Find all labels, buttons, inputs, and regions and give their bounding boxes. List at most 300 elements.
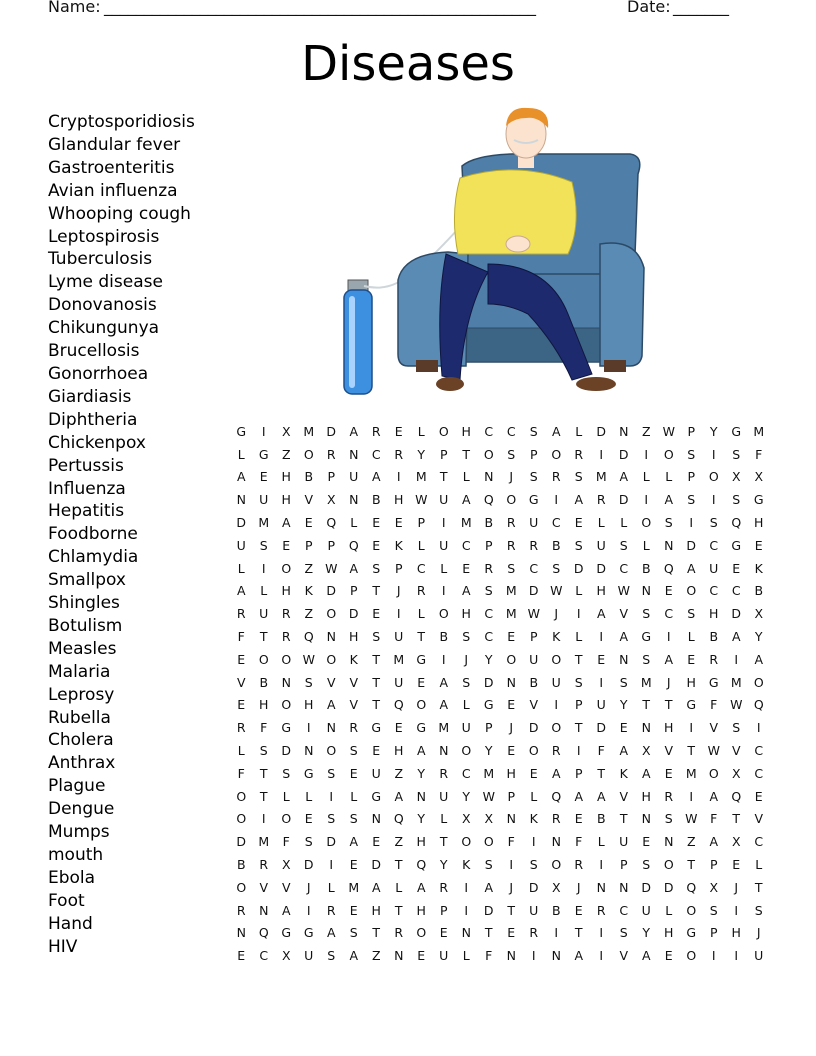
grid-letter[interactable]: U bbox=[394, 629, 404, 645]
grid-letter[interactable]: R bbox=[371, 423, 381, 439]
grid-letter[interactable]: T bbox=[372, 925, 381, 941]
grid-letter[interactable]: O bbox=[753, 674, 764, 690]
grid-letter[interactable]: M bbox=[505, 606, 517, 622]
grid-letter[interactable]: N bbox=[461, 925, 471, 941]
grid-letter[interactable]: D bbox=[483, 674, 494, 690]
grid-letter[interactable]: E bbox=[574, 902, 583, 918]
grid-letter[interactable]: A bbox=[619, 629, 629, 645]
grid-letter[interactable]: T bbox=[687, 857, 696, 873]
grid-letter[interactable]: U bbox=[461, 720, 471, 736]
grid-letter[interactable]: B bbox=[371, 492, 381, 508]
grid-letter[interactable]: T bbox=[372, 674, 381, 690]
grid-letter[interactable]: O bbox=[281, 697, 292, 713]
grid-letter[interactable]: N bbox=[236, 492, 246, 508]
grid-letter[interactable]: T bbox=[574, 720, 583, 736]
grid-letter[interactable]: E bbox=[642, 834, 651, 850]
grid-letter[interactable]: R bbox=[596, 492, 606, 508]
grid-letter[interactable]: Y bbox=[439, 857, 448, 873]
grid-letter[interactable]: N bbox=[236, 925, 246, 941]
grid-letter[interactable]: B bbox=[551, 537, 561, 553]
grid-letter[interactable]: N bbox=[259, 902, 269, 918]
grid-letter[interactable]: J bbox=[734, 879, 739, 895]
grid-letter[interactable]: M bbox=[640, 674, 652, 690]
grid-letter[interactable]: O bbox=[551, 720, 562, 736]
grid-letter[interactable]: P bbox=[574, 697, 583, 713]
grid-letter[interactable]: O bbox=[528, 743, 539, 759]
grid-letter[interactable]: O bbox=[303, 446, 314, 462]
grid-letter[interactable]: I bbox=[734, 948, 739, 964]
grid-letter[interactable]: S bbox=[529, 423, 538, 439]
grid-letter[interactable]: X bbox=[731, 469, 741, 485]
grid-letter[interactable]: A bbox=[236, 583, 246, 599]
grid-letter[interactable]: M bbox=[348, 879, 360, 895]
grid-letter[interactable]: N bbox=[664, 834, 674, 850]
grid-letter[interactable]: P bbox=[574, 765, 583, 781]
grid-letter[interactable]: V bbox=[619, 948, 629, 964]
grid-letter[interactable]: N bbox=[484, 469, 494, 485]
grid-letter[interactable]: E bbox=[304, 515, 313, 531]
grid-letter[interactable]: C bbox=[619, 902, 629, 918]
grid-letter[interactable]: U bbox=[259, 492, 269, 508]
grid-letter[interactable]: I bbox=[509, 857, 514, 873]
grid-letter[interactable]: W bbox=[302, 651, 315, 667]
grid-letter[interactable]: U bbox=[641, 902, 651, 918]
grid-letter[interactable]: J bbox=[576, 879, 581, 895]
grid-letter[interactable]: E bbox=[507, 743, 516, 759]
grid-letter[interactable]: Q bbox=[258, 925, 269, 941]
grid-letter[interactable]: R bbox=[259, 857, 269, 873]
grid-letter[interactable]: R bbox=[574, 857, 584, 873]
grid-letter[interactable]: N bbox=[349, 446, 359, 462]
grid-letter[interactable]: W bbox=[527, 606, 540, 622]
grid-letter[interactable]: B bbox=[754, 583, 764, 599]
grid-letter[interactable]: L bbox=[237, 560, 245, 576]
grid-letter[interactable]: R bbox=[236, 720, 246, 736]
grid-letter[interactable]: N bbox=[506, 811, 516, 827]
grid-letter[interactable]: A bbox=[326, 697, 336, 713]
grid-letter[interactable]: I bbox=[711, 446, 716, 462]
grid-letter[interactable]: Q bbox=[731, 515, 742, 531]
grid-letter[interactable]: J bbox=[464, 651, 469, 667]
grid-letter[interactable]: D bbox=[641, 879, 652, 895]
grid-letter[interactable]: E bbox=[507, 629, 516, 645]
grid-letter[interactable]: I bbox=[464, 902, 469, 918]
grid-letter[interactable]: I bbox=[441, 515, 446, 531]
grid-letter[interactable]: C bbox=[484, 629, 494, 645]
grid-letter[interactable]: L bbox=[665, 902, 673, 918]
grid-letter[interactable]: U bbox=[596, 537, 606, 553]
grid-letter[interactable]: P bbox=[304, 537, 313, 553]
grid-letter[interactable]: O bbox=[236, 879, 247, 895]
grid-letter[interactable]: N bbox=[619, 879, 629, 895]
grid-letter[interactable]: X bbox=[731, 834, 741, 850]
grid-letter[interactable]: E bbox=[372, 743, 381, 759]
grid-letter[interactable]: T bbox=[394, 857, 403, 873]
grid-letter[interactable]: L bbox=[350, 515, 358, 531]
grid-letter[interactable]: R bbox=[326, 446, 336, 462]
grid-letter[interactable]: S bbox=[304, 834, 313, 850]
grid-letter[interactable]: D bbox=[618, 446, 629, 462]
grid-letter[interactable]: R bbox=[439, 879, 449, 895]
grid-letter[interactable]: U bbox=[439, 537, 449, 553]
grid-letter[interactable]: E bbox=[462, 560, 471, 576]
grid-letter[interactable]: F bbox=[755, 446, 763, 462]
grid-letter[interactable]: K bbox=[552, 629, 561, 645]
grid-letter[interactable]: Q bbox=[663, 560, 674, 576]
grid-letter[interactable]: I bbox=[734, 651, 739, 667]
grid-letter[interactable]: I bbox=[261, 811, 266, 827]
grid-letter[interactable]: Z bbox=[394, 765, 404, 781]
grid-letter[interactable]: U bbox=[619, 834, 629, 850]
grid-letter[interactable]: P bbox=[529, 446, 538, 462]
grid-letter[interactable]: A bbox=[461, 583, 471, 599]
grid-letter[interactable]: Z bbox=[641, 423, 651, 439]
grid-letter[interactable]: O bbox=[686, 948, 697, 964]
grid-letter[interactable]: C bbox=[551, 515, 561, 531]
grid-letter[interactable]: B bbox=[551, 902, 561, 918]
grid-letter[interactable]: P bbox=[439, 446, 448, 462]
grid-letter[interactable]: O bbox=[551, 857, 562, 873]
grid-letter[interactable]: Z bbox=[394, 834, 404, 850]
grid-letter[interactable]: V bbox=[619, 788, 629, 804]
grid-letter[interactable]: T bbox=[462, 446, 471, 462]
grid-letter[interactable]: O bbox=[506, 492, 517, 508]
grid-letter[interactable]: I bbox=[756, 720, 761, 736]
grid-letter[interactable]: L bbox=[417, 606, 425, 622]
grid-letter[interactable]: H bbox=[394, 492, 404, 508]
grid-letter[interactable]: J bbox=[509, 469, 514, 485]
grid-letter[interactable]: R bbox=[326, 902, 336, 918]
grid-letter[interactable]: X bbox=[754, 469, 764, 485]
grid-letter[interactable]: P bbox=[619, 857, 628, 873]
grid-letter[interactable]: A bbox=[641, 765, 651, 781]
grid-letter[interactable]: H bbox=[709, 606, 719, 622]
grid-letter[interactable]: D bbox=[371, 857, 382, 873]
grid-letter[interactable]: E bbox=[732, 857, 741, 873]
grid-letter[interactable]: D bbox=[326, 423, 337, 439]
grid-letter[interactable]: L bbox=[350, 788, 358, 804]
grid-letter[interactable]: C bbox=[664, 606, 674, 622]
grid-letter[interactable]: R bbox=[574, 446, 584, 462]
grid-letter[interactable]: O bbox=[281, 651, 292, 667]
grid-letter[interactable]: E bbox=[664, 583, 673, 599]
grid-letter[interactable]: N bbox=[304, 743, 314, 759]
grid-letter[interactable]: L bbox=[462, 948, 470, 964]
grid-letter[interactable]: G bbox=[753, 492, 764, 508]
grid-letter[interactable]: D bbox=[326, 834, 337, 850]
grid-letter[interactable]: O bbox=[686, 902, 697, 918]
grid-letter[interactable]: N bbox=[551, 834, 561, 850]
grid-letter[interactable]: F bbox=[597, 743, 605, 759]
grid-letter[interactable]: S bbox=[327, 948, 336, 964]
grid-letter[interactable]: C bbox=[754, 743, 764, 759]
grid-letter[interactable]: E bbox=[394, 720, 403, 736]
grid-letter[interactable]: C bbox=[619, 560, 629, 576]
grid-letter[interactable]: O bbox=[708, 469, 719, 485]
grid-letter[interactable]: R bbox=[551, 469, 561, 485]
grid-letter[interactable]: E bbox=[507, 925, 516, 941]
grid-letter[interactable]: S bbox=[687, 606, 696, 622]
grid-letter[interactable]: D bbox=[686, 537, 697, 553]
grid-letter[interactable]: G bbox=[236, 423, 247, 439]
grid-letter[interactable]: M bbox=[438, 720, 450, 736]
grid-letter[interactable]: U bbox=[529, 515, 539, 531]
grid-letter[interactable]: H bbox=[394, 743, 404, 759]
grid-letter[interactable]: V bbox=[619, 606, 629, 622]
grid-letter[interactable]: G bbox=[371, 788, 382, 804]
grid-letter[interactable]: G bbox=[641, 629, 652, 645]
grid-letter[interactable]: A bbox=[439, 674, 449, 690]
grid-letter[interactable]: P bbox=[709, 857, 718, 873]
grid-letter[interactable]: I bbox=[554, 925, 559, 941]
grid-letter[interactable]: O bbox=[551, 651, 562, 667]
grid-letter[interactable]: A bbox=[461, 492, 471, 508]
grid-letter[interactable]: I bbox=[441, 583, 446, 599]
grid-letter[interactable]: L bbox=[575, 629, 583, 645]
grid-letter[interactable]: J bbox=[756, 925, 761, 941]
grid-letter[interactable]: R bbox=[484, 560, 494, 576]
grid-letter[interactable]: I bbox=[644, 492, 649, 508]
grid-letter[interactable]: O bbox=[641, 515, 652, 531]
grid-letter[interactable]: J bbox=[396, 583, 401, 599]
grid-letter[interactable]: E bbox=[237, 948, 246, 964]
name-field-line[interactable]: ______________________________________________________ bbox=[104, 0, 536, 16]
grid-letter[interactable]: H bbox=[731, 925, 741, 941]
grid-letter[interactable]: S bbox=[709, 515, 718, 531]
grid-letter[interactable]: K bbox=[529, 811, 538, 827]
grid-letter[interactable]: A bbox=[394, 788, 404, 804]
grid-letter[interactable]: N bbox=[664, 537, 674, 553]
grid-letter[interactable]: S bbox=[507, 560, 516, 576]
grid-letter[interactable]: I bbox=[261, 560, 266, 576]
grid-letter[interactable]: S bbox=[642, 606, 651, 622]
grid-letter[interactable]: S bbox=[619, 537, 628, 553]
grid-letter[interactable]: C bbox=[506, 423, 516, 439]
grid-letter[interactable]: A bbox=[416, 743, 426, 759]
grid-letter[interactable]: L bbox=[642, 537, 650, 553]
grid-letter[interactable]: Q bbox=[393, 697, 404, 713]
grid-letter[interactable]: S bbox=[732, 492, 741, 508]
grid-letter[interactable]: A bbox=[574, 948, 584, 964]
grid-letter[interactable]: I bbox=[464, 879, 469, 895]
grid-letter[interactable]: A bbox=[349, 423, 359, 439]
grid-letter[interactable]: R bbox=[551, 743, 561, 759]
grid-letter[interactable]: N bbox=[349, 492, 359, 508]
grid-letter[interactable]: B bbox=[304, 469, 314, 485]
grid-letter[interactable]: T bbox=[439, 469, 448, 485]
grid-letter[interactable]: S bbox=[687, 446, 696, 462]
grid-letter[interactable]: K bbox=[754, 560, 763, 576]
grid-letter[interactable]: B bbox=[236, 857, 246, 873]
grid-letter[interactable]: A bbox=[619, 743, 629, 759]
grid-letter[interactable]: A bbox=[596, 606, 606, 622]
grid-letter[interactable]: M bbox=[258, 834, 270, 850]
grid-letter[interactable]: V bbox=[236, 674, 246, 690]
grid-letter[interactable]: S bbox=[664, 515, 673, 531]
grid-letter[interactable]: E bbox=[664, 948, 673, 964]
grid-letter[interactable]: T bbox=[372, 651, 381, 667]
grid-letter[interactable]: L bbox=[665, 469, 673, 485]
grid-letter[interactable]: W bbox=[325, 560, 338, 576]
grid-letter[interactable]: U bbox=[754, 948, 764, 964]
grid-letter[interactable]: D bbox=[281, 743, 292, 759]
grid-letter[interactable]: L bbox=[305, 788, 313, 804]
grid-letter[interactable]: G bbox=[686, 697, 697, 713]
grid-letter[interactable]: W bbox=[730, 697, 743, 713]
grid-letter[interactable]: H bbox=[754, 515, 764, 531]
grid-letter[interactable]: G bbox=[281, 720, 292, 736]
grid-letter[interactable]: E bbox=[529, 765, 538, 781]
grid-letter[interactable]: T bbox=[687, 743, 696, 759]
grid-letter[interactable]: U bbox=[596, 697, 606, 713]
grid-letter[interactable]: R bbox=[664, 788, 674, 804]
grid-letter[interactable]: E bbox=[664, 765, 673, 781]
grid-letter[interactable]: S bbox=[619, 925, 628, 941]
grid-letter[interactable]: L bbox=[597, 834, 605, 850]
grid-letter[interactable]: I bbox=[644, 446, 649, 462]
grid-letter[interactable]: J bbox=[666, 674, 671, 690]
grid-letter[interactable]: F bbox=[710, 811, 718, 827]
grid-letter[interactable]: I bbox=[554, 697, 559, 713]
grid-letter[interactable]: D bbox=[618, 492, 629, 508]
grid-letter[interactable]: U bbox=[236, 537, 246, 553]
grid-letter[interactable]: V bbox=[349, 697, 359, 713]
grid-letter[interactable]: I bbox=[396, 469, 401, 485]
grid-letter[interactable]: V bbox=[281, 879, 291, 895]
grid-letter[interactable]: O bbox=[708, 765, 719, 781]
grid-letter[interactable]: A bbox=[619, 469, 629, 485]
grid-letter[interactable]: C bbox=[484, 423, 494, 439]
grid-letter[interactable]: T bbox=[372, 697, 381, 713]
grid-letter[interactable]: C bbox=[461, 765, 471, 781]
grid-letter[interactable]: A bbox=[349, 560, 359, 576]
grid-letter[interactable]: D bbox=[573, 560, 584, 576]
grid-letter[interactable]: H bbox=[461, 606, 471, 622]
grid-letter[interactable]: S bbox=[462, 629, 471, 645]
grid-letter[interactable]: G bbox=[371, 720, 382, 736]
grid-letter[interactable]: S bbox=[259, 537, 268, 553]
grid-letter[interactable]: P bbox=[709, 925, 718, 941]
grid-letter[interactable]: Y bbox=[462, 788, 471, 804]
grid-letter[interactable]: N bbox=[596, 879, 606, 895]
grid-letter[interactable]: H bbox=[506, 765, 516, 781]
grid-letter[interactable]: H bbox=[304, 697, 314, 713]
grid-letter[interactable]: L bbox=[395, 879, 403, 895]
grid-letter[interactable]: T bbox=[732, 811, 741, 827]
grid-letter[interactable]: D bbox=[236, 834, 247, 850]
grid-letter[interactable]: D bbox=[528, 720, 539, 736]
grid-letter[interactable]: L bbox=[282, 788, 290, 804]
grid-letter[interactable]: R bbox=[506, 537, 516, 553]
grid-letter[interactable]: P bbox=[484, 537, 493, 553]
grid-letter[interactable]: A bbox=[551, 423, 561, 439]
grid-letter[interactable]: D bbox=[303, 857, 314, 873]
grid-letter[interactable]: L bbox=[237, 743, 245, 759]
grid-letter[interactable]: S bbox=[327, 765, 336, 781]
grid-letter[interactable]: X bbox=[461, 811, 471, 827]
grid-letter[interactable]: B bbox=[529, 674, 539, 690]
grid-letter[interactable]: V bbox=[754, 811, 764, 827]
grid-letter[interactable]: X bbox=[281, 948, 291, 964]
grid-letter[interactable]: M bbox=[730, 674, 742, 690]
grid-letter[interactable]: G bbox=[483, 697, 494, 713]
grid-letter[interactable]: D bbox=[528, 879, 539, 895]
grid-letter[interactable]: I bbox=[576, 606, 581, 622]
grid-letter[interactable]: E bbox=[417, 674, 426, 690]
grid-letter[interactable]: R bbox=[439, 765, 449, 781]
grid-letter[interactable]: I bbox=[531, 834, 536, 850]
grid-letter[interactable]: Q bbox=[348, 537, 359, 553]
grid-letter[interactable]: S bbox=[507, 446, 516, 462]
grid-letter[interactable]: T bbox=[259, 765, 268, 781]
grid-letter[interactable]: T bbox=[574, 925, 583, 941]
grid-letter[interactable]: L bbox=[417, 423, 425, 439]
grid-letter[interactable]: V bbox=[529, 697, 539, 713]
grid-letter[interactable]: D bbox=[236, 515, 247, 531]
grid-letter[interactable]: D bbox=[326, 583, 337, 599]
grid-letter[interactable]: P bbox=[484, 720, 493, 736]
grid-letter[interactable]: E bbox=[282, 537, 291, 553]
grid-letter[interactable]: H bbox=[686, 674, 696, 690]
grid-letter[interactable]: S bbox=[574, 537, 583, 553]
grid-letter[interactable]: H bbox=[416, 902, 426, 918]
grid-letter[interactable]: O bbox=[461, 743, 472, 759]
grid-letter[interactable]: I bbox=[599, 674, 604, 690]
grid-letter[interactable]: Q bbox=[483, 492, 494, 508]
grid-letter[interactable]: I bbox=[711, 492, 716, 508]
grid-letter[interactable]: A bbox=[664, 492, 674, 508]
grid-letter[interactable]: P bbox=[327, 469, 336, 485]
grid-letter[interactable]: T bbox=[642, 697, 651, 713]
grid-letter[interactable]: K bbox=[304, 583, 313, 599]
grid-letter[interactable]: L bbox=[440, 560, 448, 576]
grid-letter[interactable]: V bbox=[326, 674, 336, 690]
grid-letter[interactable]: F bbox=[260, 720, 268, 736]
grid-letter[interactable]: G bbox=[731, 423, 742, 439]
grid-letter[interactable]: R bbox=[416, 583, 426, 599]
grid-letter[interactable]: C bbox=[416, 560, 426, 576]
grid-letter[interactable]: R bbox=[281, 629, 291, 645]
grid-letter[interactable]: T bbox=[574, 651, 583, 667]
grid-letter[interactable]: L bbox=[642, 469, 650, 485]
grid-letter[interactable]: G bbox=[416, 720, 427, 736]
grid-letter[interactable]: A bbox=[371, 879, 381, 895]
grid-letter[interactable]: O bbox=[416, 697, 427, 713]
grid-letter[interactable]: T bbox=[619, 811, 628, 827]
grid-letter[interactable]: O bbox=[686, 583, 697, 599]
grid-letter[interactable]: A bbox=[349, 948, 359, 964]
grid-letter[interactable]: I bbox=[396, 606, 401, 622]
grid-letter[interactable]: I bbox=[441, 651, 446, 667]
grid-letter[interactable]: O bbox=[326, 606, 337, 622]
grid-letter[interactable]: G bbox=[731, 537, 742, 553]
grid-letter[interactable]: T bbox=[259, 788, 268, 804]
grid-letter[interactable]: U bbox=[439, 788, 449, 804]
grid-letter[interactable]: N bbox=[416, 788, 426, 804]
grid-letter[interactable]: Z bbox=[304, 560, 314, 576]
grid-letter[interactable]: A bbox=[416, 879, 426, 895]
grid-letter[interactable]: Y bbox=[484, 651, 493, 667]
grid-letter[interactable]: I bbox=[554, 492, 559, 508]
grid-letter[interactable]: O bbox=[483, 446, 494, 462]
grid-letter[interactable]: N bbox=[551, 948, 561, 964]
grid-letter[interactable]: A bbox=[349, 834, 359, 850]
grid-letter[interactable]: T bbox=[484, 925, 493, 941]
grid-letter[interactable]: A bbox=[686, 560, 696, 576]
grid-letter[interactable]: C bbox=[529, 560, 539, 576]
grid-letter[interactable]: I bbox=[599, 446, 604, 462]
grid-letter[interactable]: E bbox=[754, 537, 763, 553]
